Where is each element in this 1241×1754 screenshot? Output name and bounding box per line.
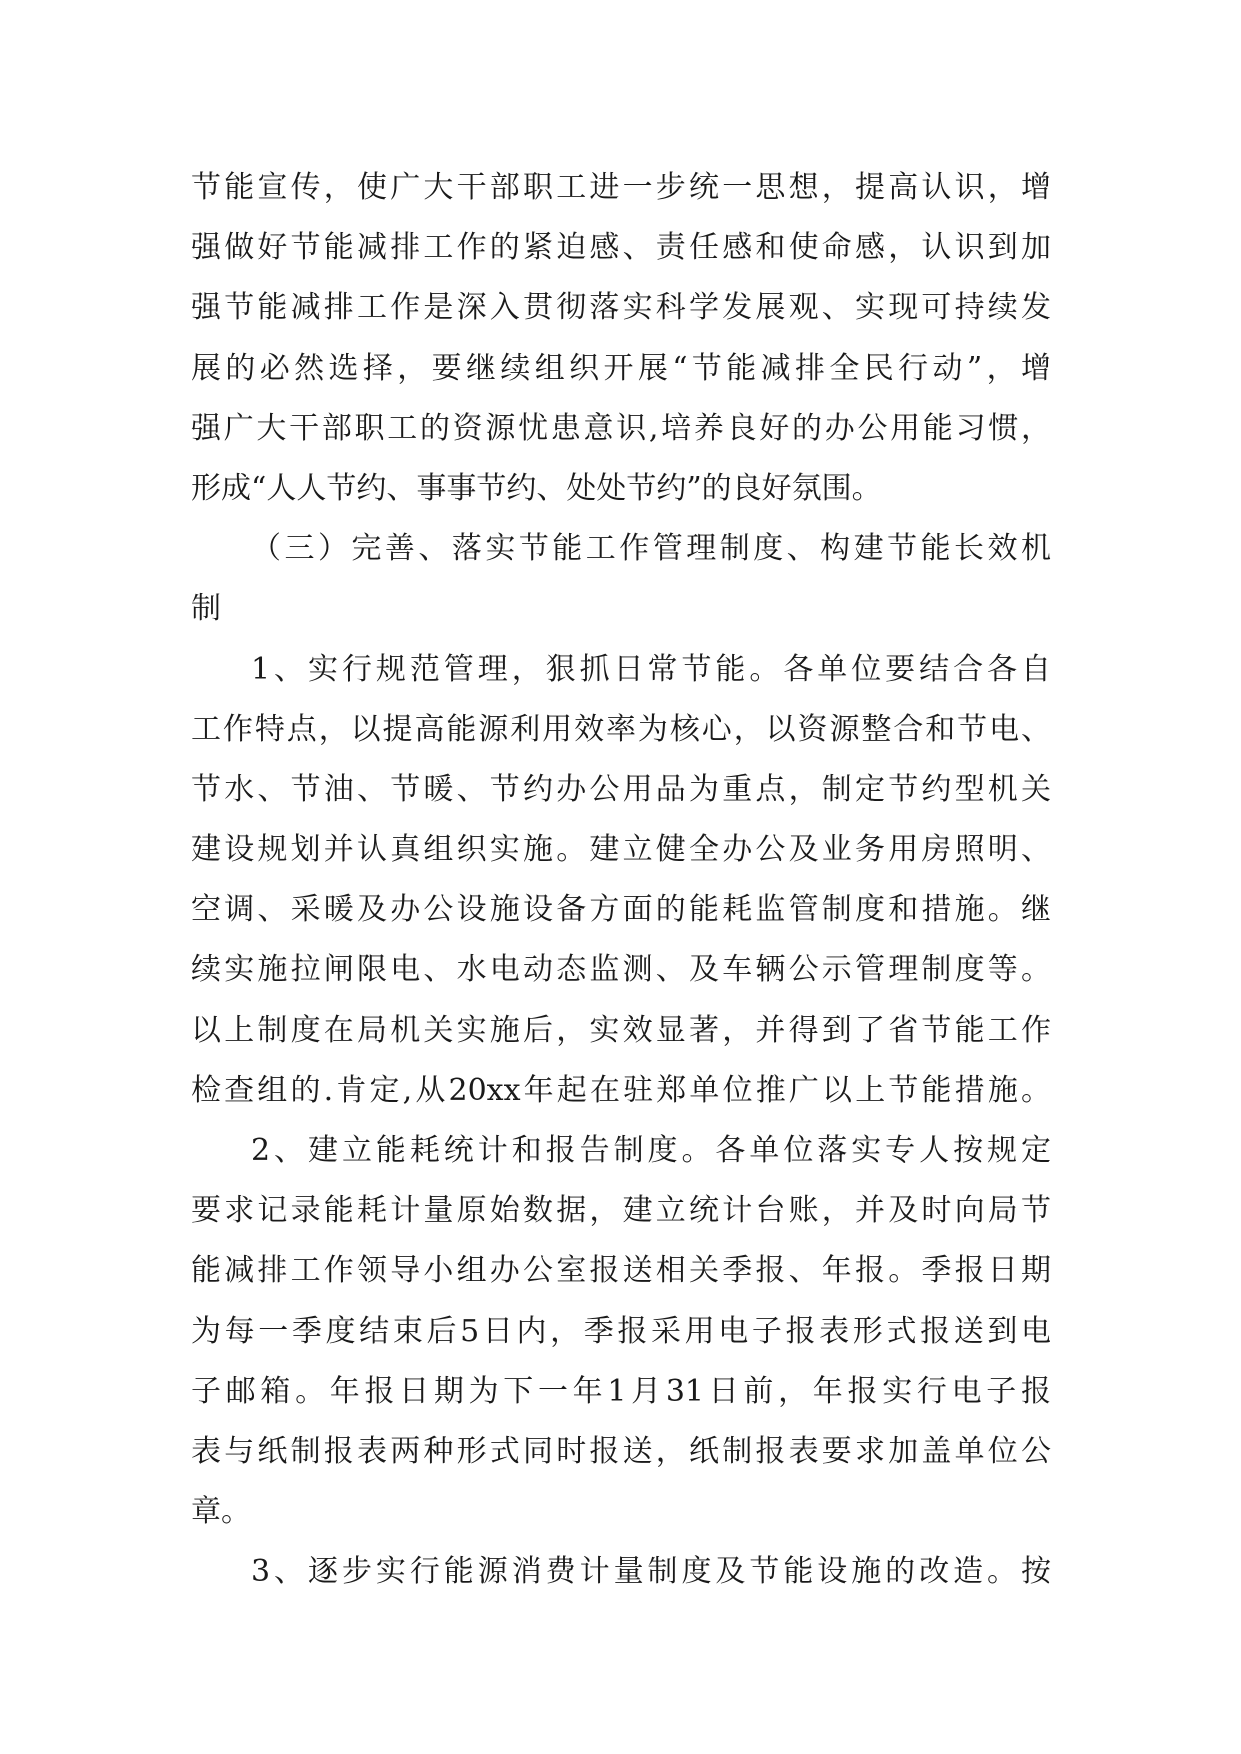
text-line: 建设规划并认真组织实施。建立健全办公及业务用房照明、 [191, 832, 1051, 868]
heading-line: 制 [191, 591, 221, 627]
text-line: 空调、采暖及办公设施设备方面的能耗监管制度和措施。继 [191, 892, 1051, 928]
text-line: 节能宣传，使广大干部职工进一步统一思想，提高认识，增 [191, 170, 1051, 205]
text-line: 1、实行规范管理，狠抓日常节能。各单位要结合各自 [251, 651, 1051, 687]
heading-line: （三）完善、落实节能工作管理制度、构建节能长效机 [251, 531, 1051, 567]
text-line: 3、逐步实行能源消费计量制度及节能设施的改造。按 [251, 1554, 1051, 1590]
text-line: 强做好节能减排工作的紧迫感、责任感和使命感，认识到加 [191, 230, 1051, 266]
text-line: 为每一季度结束后5日内，季报采用电子报表形式报送到电 [191, 1313, 1051, 1349]
text-line: 表与纸制报表两种形式同时报送，纸制报表要求加盖单位公 [191, 1433, 1051, 1469]
text-line: 工作特点，以提高能源利用效率为核心，以资源整合和节电、 [191, 711, 1051, 747]
text-line: 2、建立能耗统计和报告制度。各单位落实专人按规定 [251, 1133, 1051, 1168]
text-line: 能减排工作领导小组办公室报送相关季报、年报。季报日期 [191, 1253, 1051, 1289]
text-line: 章。 [191, 1494, 251, 1530]
text-line: 续实施拉闸限电、水电动态监测、及车辆公示管理制度等。 [191, 952, 1051, 988]
text-line: 检查组的.肯定,从20xx年起在驻郑单位推广以上节能措施。 [191, 1072, 1051, 1108]
item-3-paragraph [191, 1542, 1051, 1602]
item-2-paragraph [191, 1121, 1051, 1542]
text-line: 强节能减排工作是深入贯彻落实科学发展观、实现可持续发 [191, 290, 1051, 326]
text-line: 展的必然选择，要继续组织开展“节能减排全民行动”，增 [191, 350, 1051, 386]
document-body [191, 158, 1051, 1603]
text-line: 形成“人人节约、事事节约、处处节约”的良好氛围。 [191, 470, 882, 506]
section-heading [191, 519, 1051, 639]
text-line: 以上制度在局机关实施后，实效显著，并得到了省节能工作 [191, 1012, 1051, 1048]
text-line: 强广大干部职工的资源忧患意识,培养良好的办公用能习惯， [191, 410, 1051, 446]
text-line: 要求记录能耗计量原始数据，建立统计台账，并及时向局节 [191, 1193, 1051, 1229]
item-1-paragraph [191, 640, 1051, 1122]
text-line: 子邮箱。年报日期为下一年1月31日前，年报实行电子报 [191, 1373, 1051, 1409]
paragraph-energy-publicity [191, 158, 1051, 519]
text-line: 节水、节油、节暖、节约办公用品为重点，制定节约型机关 [191, 771, 1051, 807]
